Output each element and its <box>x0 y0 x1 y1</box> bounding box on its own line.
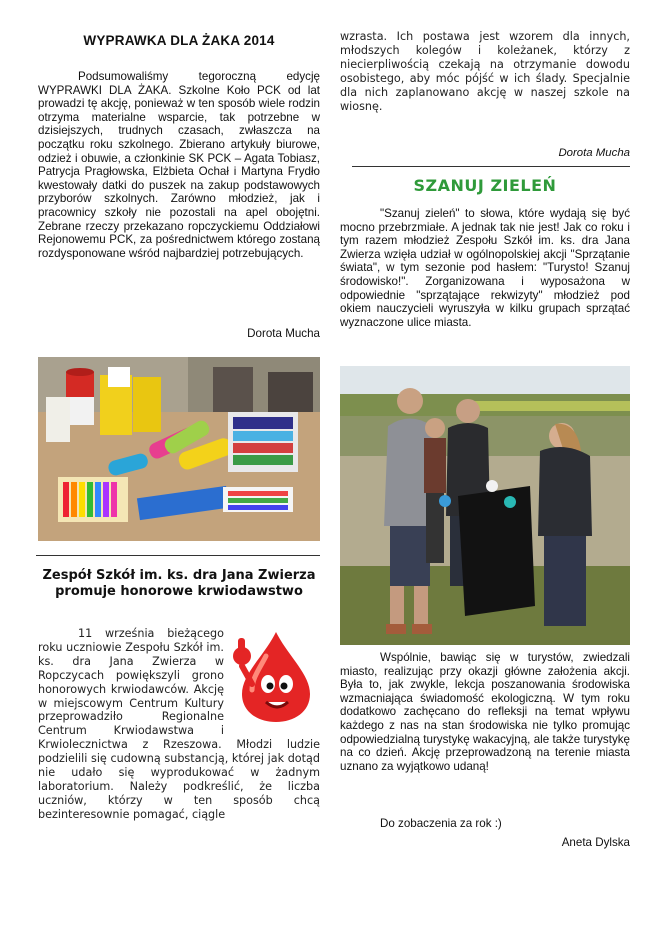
article3-body2 <box>340 651 630 773</box>
article2-body-text: 11 września bieżącego roku uczniowie Zespołu Szkół im. ks. dra Jana Zwierza w Ropczycach powiększyli grono honorowych krwiodawców. Akcję w miejscowym Centrum Kultury przeprowadziło Regionalne Centrum Krwiodawstwa i Krwiolecznictwa z Rzeszowa. Młodzi ludzie podzielili się cudowną substancją, której jak dotąd nie udało się wyprodukować w żadnym laboratorium. Należy podkreślić, że liczba uczniów, którzy w ten sposób chcą bezinteresownie pomagać, ciągle <box>38 627 320 821</box>
section-divider <box>36 555 320 556</box>
article3-body1-text: "Szanuj zieleń" to słowa, które wydają się być mocno przebrzmiałe. A jednak tak nie jest! Jak co roku i tym razem młodzież Zespołu Szkół im. ks. dra Jana Zwierza wzięła udział w ogólnopolskiej akcji "Sprzątanie świata", w tym sezonie pod hasłem: "Turysto! Szanuj środowisko!". Zorganizowana i wyposażona w odpowiednie "sprzątające rekwizyty" młodzież pod okiem nauczycieli wyruszyła w kilku grupach sprzątać wyznaczone ulice miasta. <box>340 207 630 329</box>
article2-signature: Dorota Mucha <box>558 147 630 159</box>
article1-body <box>38 70 320 260</box>
section-divider-right <box>352 166 630 167</box>
article1-body-text: Podsumowaliśmy tegoroczną edycję WYPRAWKI DLA ŻAKA. Szkolne Koło PCK od lat prowadzi tę akcję, ponieważ w ten sposób wiele rodzin otrzyma materialne wsparcie, tak potrzebne w dzisiejszych, trudnych czasach, zwłaszcza na początku roku szkolnego. Zbierano artykuły biurowe, odzież i obuwie, a członkinie SK PCK – Agata Tobiasz, Patrycja Pragłowska, Elżbieta Ochał i Martyna Frydło kwestowały datki do puszek na zakup podstawowych przyborów szkolnych. Zarówno młodzież, jak i pracownicy szkoły nie pozostali na apel obojętni. Zebrane rzeczy przekazano ropczyckiemu Oddziałowi Rejonowemu PCK, za pośrednictwem którego zostaną rozdysponowane wśród najbardziej potrzebujących. <box>38 70 320 260</box>
article1-signature: Dorota Mucha <box>247 327 320 340</box>
article3-closing-text: Do zobaczenia za rok :) <box>380 817 502 830</box>
article2-continuation: wzrasta. Ich postawa jest wzorem dla innych, młodszych kolegów i koleżanek, którzy z niecierpliwością czekają na otrzymanie dowodu osobistego, aby móc pójść w ich ślady. Specjalnie dla nich zaplanowano akcję w naszej szkole na wiosnę. <box>340 30 630 113</box>
article3-signature: Aneta Dylska <box>561 836 630 849</box>
cleanup-photo <box>340 366 630 645</box>
article3-body1 <box>340 207 630 329</box>
article2-title: Zespół Szkół im. ks. dra Jana Zwierza promuje honorowe krwiodawstwo <box>42 568 316 599</box>
article3-title: SZANUJ ZIELEŃ <box>413 176 557 195</box>
article3-body2-text: Wspólnie, bawiąc się w turystów, zwiedzali miasto, realizując przy okazji główne założenia akcji. Była to, jak zwykle, lekcja poszanowania środowiska wzmacniająca świadomość ekologiczną. W tym roku dodatkowo zachęcano do refleksji na temat wpływu każdego z nas na stan środowiska nie tylko promując odpowiedzialną turystykę wakacyjną, ale także turystykę na co dzień. Akcję przeprowadzoną na terenie miasta uznano za wyjątkowo udaną! <box>340 651 630 773</box>
article1-title: WYPRAWKA DLA ŻAKA 2014 <box>83 33 275 48</box>
article3-closing <box>340 817 630 831</box>
school-supplies-photo <box>38 357 320 541</box>
article2-body <box>38 627 320 822</box>
